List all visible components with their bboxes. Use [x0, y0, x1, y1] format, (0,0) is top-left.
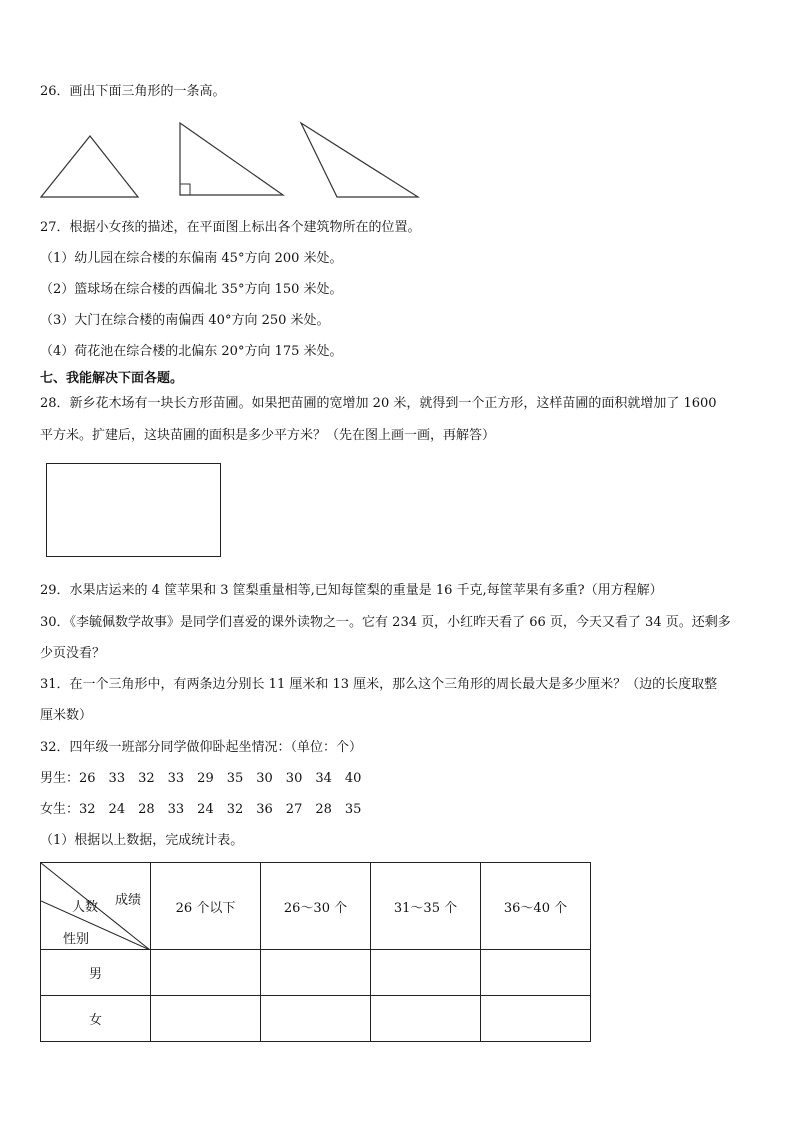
q28-line1: 28．新乡花木场有一块长方形苗圃。如果把苗圃的宽增加 20 米，就得到一个正方形，这样苗圃的面积就增加了 1600: [40, 396, 717, 411]
table-cell: [151, 950, 261, 996]
table-corner-cell: [41, 863, 151, 950]
table-row-label-boys: 男: [41, 950, 151, 996]
table-cell: [481, 996, 591, 1042]
q29-text: 29．水果店运来的 4 筐苹果和 3 筐梨重量相等,已知每筐梨的重量是 16 千克,每筐苹果有多重?（用方程解）: [40, 583, 663, 598]
q27-item-3: （3）大门在综合楼的南偏西 40°方向 250 米处。: [40, 313, 330, 328]
right-angle-mark: [180, 184, 190, 195]
table-header-cell: 36～40 个: [481, 863, 591, 950]
q32-text: 32．四年级一班部分同学做仰卧起坐情况：（单位：个）: [40, 740, 363, 755]
q28-line2: 平方米。扩建后，这块苗圃的面积是多少平方米？（先在图上画一画，再解答）: [40, 428, 496, 443]
q31-line1: 31．在一个三角形中，有两条边分别长 11 厘米和 13 厘米，那么这个三角形的周长最大是多少厘米？（边的长度取整: [40, 677, 718, 692]
table-header-cell: 26～30 个: [261, 863, 371, 950]
triangles-figure: [30, 118, 430, 203]
q27-item-2: （2）篮球场在综合楼的西偏北 35°方向 150 米处。: [40, 282, 343, 297]
table-cell: [371, 996, 481, 1042]
table-row: [41, 996, 591, 1042]
table-cell: [261, 996, 371, 1042]
q32-boys-data: 男生：26 33 32 33 29 35 30 30 34 40: [40, 771, 362, 786]
nursery-rectangle: [46, 463, 221, 557]
q30-line2: 少页没看？: [40, 646, 106, 661]
corner-label-gender: 性别: [63, 932, 90, 947]
right-triangle: [180, 123, 283, 195]
table-row: [41, 950, 591, 996]
corner-label-score: 成绩: [115, 893, 142, 908]
q31-line2: 厘米数）: [40, 708, 93, 723]
corner-label-count: 人数: [72, 900, 99, 915]
q27-text: 27．根据小女孩的描述，在平面图上标出各个建筑物所在的位置。: [40, 220, 421, 235]
table-cell: [371, 950, 481, 996]
table-row-label-girls: 女: [41, 996, 151, 1042]
obtuse-triangle: [301, 123, 418, 197]
table-cell: [481, 950, 591, 996]
section-seven-heading: 七、我能解决下面各题。: [40, 371, 184, 386]
statistics-table: [40, 862, 591, 1042]
q26-text: 26．画出下面三角形的一条高。: [40, 84, 226, 99]
table-header-cell: 26 个以下: [151, 863, 261, 950]
q30-line1: 30．《李毓佩数学故事》是同学们喜爱的课外读物之一。它有 234 页，小红昨天看了 66 页，今天又看了 34 页。还剩多: [40, 615, 731, 630]
table-cell: [151, 996, 261, 1042]
table-header-row: [41, 863, 591, 950]
q32-girls-data: 女生：32 24 28 33 24 32 36 27 28 35: [40, 802, 362, 817]
table-header-cell: 31～35 个: [371, 863, 481, 950]
table-cell: [261, 950, 371, 996]
q32-sub1: （1）根据以上数据，完成统计表。: [40, 833, 244, 848]
q27-item-4: （4）荷花池在综合楼的北偏东 20°方向 175 米处。: [40, 344, 343, 359]
acute-triangle: [41, 136, 138, 197]
q27-item-1: （1）幼儿园在综合楼的东偏南 45°方向 200 米处。: [40, 251, 343, 266]
